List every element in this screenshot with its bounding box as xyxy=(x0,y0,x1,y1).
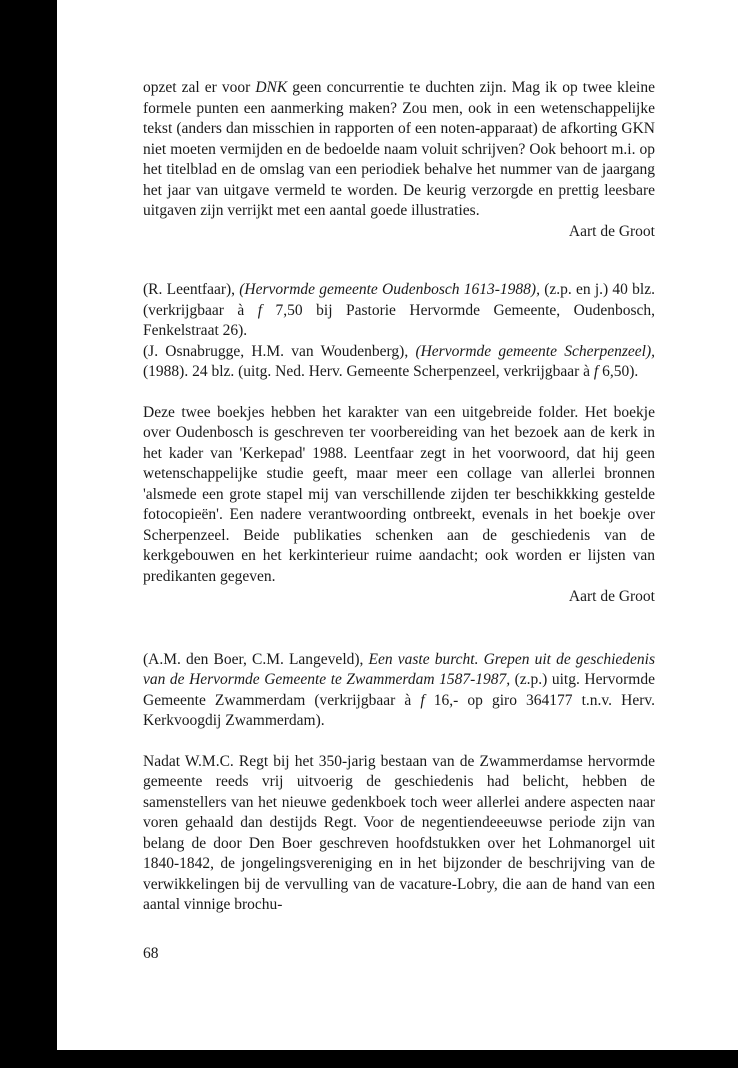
review-3-body: Nadat W.M.C. Regt bij het 350-jarig bestaan van de Zwammerdamse hervormde gemeente reeds vrij uitvoerig de geschiedenis had belicht, hebben de samenstellers van het nieuwe gedenkboek toch weer allerlei andere aspecten naar voren gehaald dan destijds Regt. Voor de negentiendeeeuwse periode zijn van belang de door Den Boer geschreven hoofdstukken over het Lohmanorgel uit 1840-1842, de jongelingsvereniging en in het bijzonder de beschrijving van de verwikkelingen bij de vervulling van de vacature-Lobry, die aan de hand van een aantal vinnige brochu- xyxy=(143,752,655,913)
review-1-body: opzet zal er voor DNK geen concurrentie te duchten zijn. Mag ik op twee kleine formele punten een aanmerking maken? Zou men, ook in een wetenschappelijke tekst (anders dan misschien in rapporten of een noten-apparaat) de afkorting GKN niet moeten vermijden en de bedoelde naam voluit schrijven? Ook behoort m.i. op het titelblad en de omslag van een periodiek behalve het nummer van de jaargang het jaar van uitgave vermeld te worden. De keurig verzorgde en prettig leesbare uitgaven zijn verrijkt met een aantal goede illustraties. xyxy=(143,79,655,219)
page-content xyxy=(143,78,655,916)
review-3-reference: (A.M. den Boer, C.M. Langeveld), Een vaste burcht. Grepen uit de geschiedenis van de Hervormde Gemeente te Zwammerdam 1587-1987, (z.p.) uitg. Hervormde Gemeente Zwammerdam (verkrijgbaar à f 16,- op giro 364177 t.n.v. Herv. Kerkvoogdij Zwammerdam). xyxy=(143,650,655,729)
page-number: 68 xyxy=(143,945,159,962)
review-2-signature: Aart de Groot xyxy=(568,588,655,605)
review-2 xyxy=(143,280,655,608)
review-1 xyxy=(143,78,655,242)
scan-border-bottom xyxy=(57,1050,738,1068)
scan-border-left xyxy=(0,0,57,1068)
review-3 xyxy=(143,650,655,916)
review-2-reference-1: (R. Leentfaar), (Hervormde gemeente Oudenbosch 1613-1988), (z.p. en j.) 40 blz. (verkrijgbaar à f 7,50 bij Pastorie Hervormde Gemeente, Oudenbosch, Fenkelstraat 26). xyxy=(143,281,655,339)
review-1-signature: Aart de Groot xyxy=(568,222,655,240)
review-2-body: Deze twee boekjes hebben het karakter van een uitgebreide folder. Het boekje over Oudenbosch is geschreven ter voorbereiding van het bezoek aan de kerk in het kader van 'Kerkepad' 1988. Leentfaar zegt in het voorwoord, dat hij geen wetenschappelijke studie geeft, maar meer een collage van allerlei bronnen 'alsmede een grote stapel mij van verschillende zijden ter beschikkking gestelde fotocopieën'. Een nadere verantwoording ontbreekt, evenals in het boekje over Scherpenzeel. Beide publikaties schenken aan de geschiedenis van de kerkgebouwen en het kerkinterieur ruime aandacht; ook worden er lijsten van predikanten gegeven. xyxy=(143,403,655,585)
dnk-abbrev: DNK xyxy=(255,79,288,96)
review-2-reference-2: (J. Osnabrugge, H.M. van Woudenberg), (Hervormde gemeente Scherpenzeel), (1988). 24 blz. (uitg. Ned. Herv. Gemeente Scherpenzeel, verkrijgbaar à f 6,50). xyxy=(143,342,655,380)
